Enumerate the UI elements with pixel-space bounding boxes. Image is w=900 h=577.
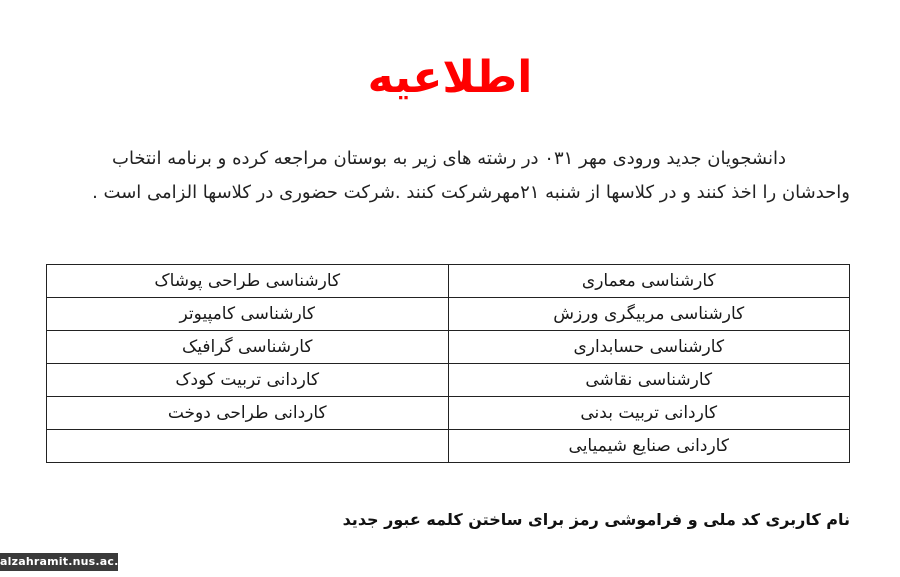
table-row xyxy=(47,265,850,298)
table-cell: کارشناسی طراحی پوشاک xyxy=(47,265,449,298)
table-row xyxy=(47,364,850,397)
page-title: اطلاعیه xyxy=(367,52,533,103)
table-row xyxy=(47,430,850,463)
username-password-note: نام کاربری کد ملی و فراموشی رمز برای ساختن کلمه عبور جدید xyxy=(342,510,850,529)
table-cell: کاردانی تربیت بدنی xyxy=(448,397,850,430)
table-cell: کاردانی طراحی دوخت xyxy=(47,397,449,430)
site-watermark: alzahramit.nus.ac.ir xyxy=(0,553,118,571)
table-cell: کاردانی صنایع شیمیایی xyxy=(448,430,850,463)
notice-paragraph xyxy=(48,142,850,210)
majors-table xyxy=(46,264,850,463)
table-cell-empty xyxy=(47,430,449,463)
table-cell: کارشناسی معماری xyxy=(448,265,850,298)
table-row xyxy=(47,298,850,331)
table-cell: کاردانی تربیت کودک xyxy=(47,364,449,397)
table-row xyxy=(47,331,850,364)
table-cell: کارشناسی نقاشی xyxy=(448,364,850,397)
table-row xyxy=(47,397,850,430)
table-cell: کارشناسی حسابداری xyxy=(448,331,850,364)
table-cell: کارشناسی کامپیوتر xyxy=(47,298,449,331)
table-cell: کارشناسی مربیگری ورزش xyxy=(448,298,850,331)
notice-line-1: دانشجویان جدید ورودی مهر ۰۳۱ در رشته های زیر به بوستان مراجعه کرده و برنامه انتخاب xyxy=(112,148,786,169)
table-cell: کارشناسی گرافیک xyxy=(47,331,449,364)
notice-line-2: واحدشان را اخذ کنند و در کلاسها از شنبه ۲۱مهرشرکت کنند .شرکت حضوری در کلاسها الزامی است . xyxy=(92,182,850,203)
